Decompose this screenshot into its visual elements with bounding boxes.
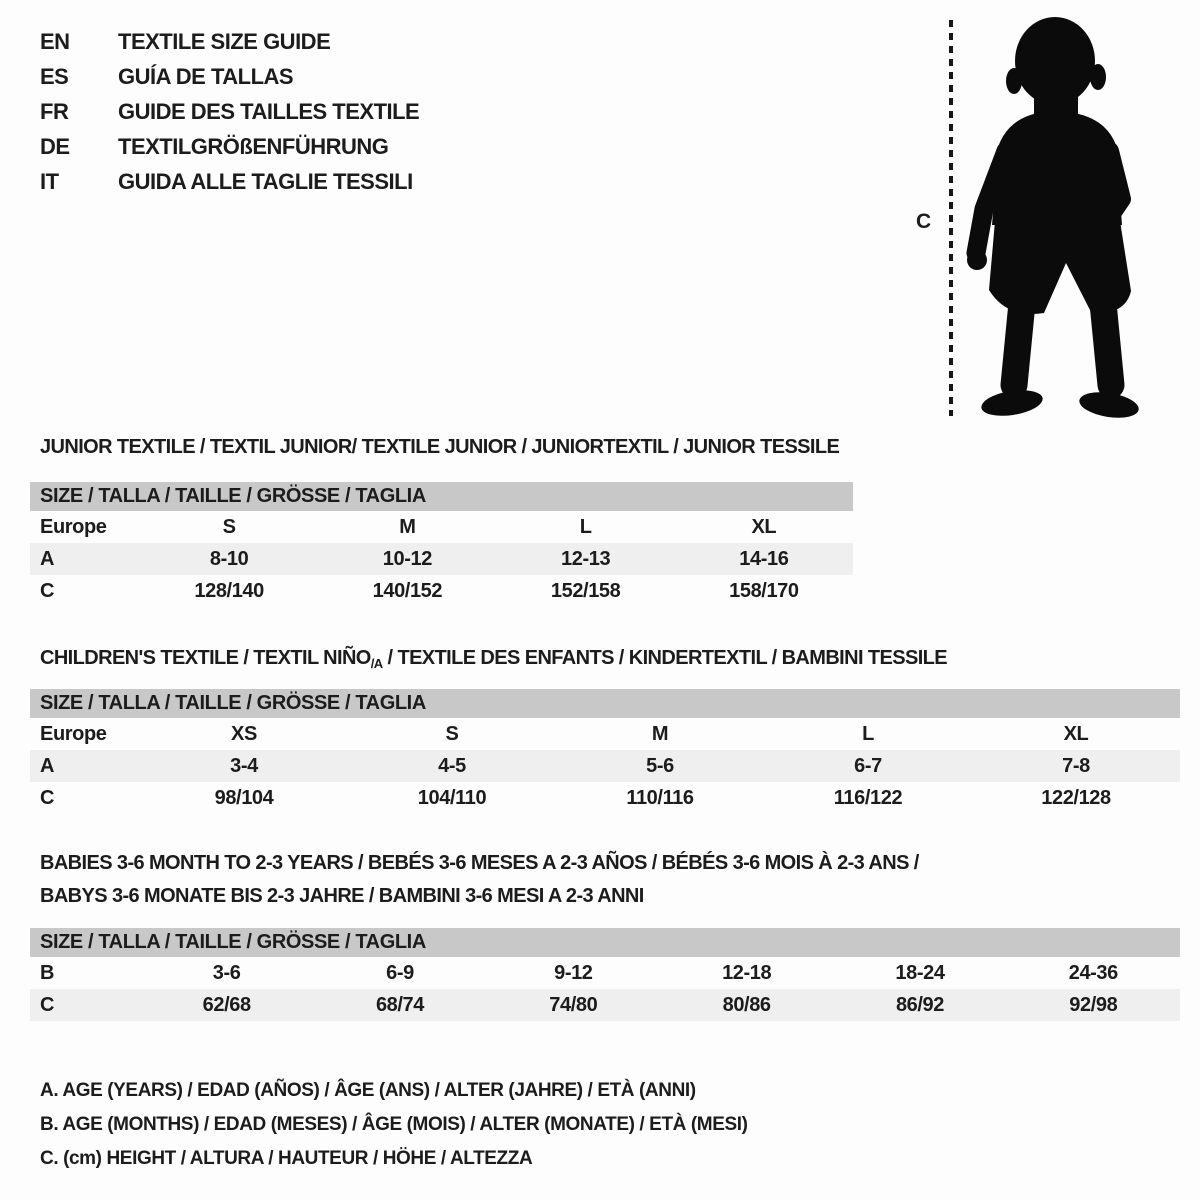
size-header-label: SIZE / TALLA / TAILLE / GRÖSSE / TAGLIA [40, 485, 426, 507]
measurement-legend [40, 1074, 748, 1176]
table-cell: M [651, 722, 669, 745]
size-header-row [30, 689, 1180, 718]
guide-title-fr: GUIDE DES TAILLES TEXTILE [118, 98, 420, 124]
lang-row-en [40, 24, 419, 59]
table-row-height-cm [30, 575, 853, 607]
junior-size-table [30, 482, 853, 607]
table-row-europe [30, 718, 1180, 750]
table-cell: 3-6 [212, 961, 241, 984]
table-cell: 158/170 [729, 579, 799, 602]
children-title-part1: CHILDREN'S TEXTILE / TEXTIL NIÑO [40, 647, 371, 669]
row-label: A [40, 547, 55, 570]
size-header-label: SIZE / TALLA / TAILLE / GRÖSSE / TAGLIA [40, 692, 426, 714]
table-cell: 62/68 [202, 993, 251, 1016]
lang-code: IT [40, 168, 59, 194]
table-cell: S [445, 722, 459, 745]
legend-line-b: B. AGE (MONTHS) / EDAD (MESES) / ÂGE (MOIS) / ALTER (MONATE) / ETÀ (MESI) [40, 1114, 748, 1135]
table-cell: 7-8 [1062, 754, 1090, 777]
children-section-title [40, 647, 947, 671]
table-cell: 140/152 [372, 579, 443, 602]
lang-row-it [40, 164, 419, 199]
table-cell: XL [1063, 722, 1089, 745]
legend-line-a: A. AGE (YEARS) / EDAD (AÑOS) / ÂGE (ANS) / ALTER (JAHRE) / ETÀ (ANNI) [40, 1080, 696, 1101]
legend-line-c: C. (cm) HEIGHT / ALTURA / HAUTEUR / HÖHE / ALTEZZA [40, 1148, 533, 1169]
row-label: Europe [40, 722, 107, 745]
lang-code: EN [40, 28, 70, 54]
junior-section-title: JUNIOR TEXTILE / TEXTIL JUNIOR/ TEXTILE JUNIOR / JUNIORTEXTIL / JUNIOR TESSILE [40, 436, 840, 458]
table-cell: 12-13 [561, 547, 611, 570]
row-label: A [40, 754, 55, 777]
table-cell: 68/74 [375, 993, 425, 1016]
lang-row-fr [40, 94, 419, 129]
lang-row-es [40, 59, 419, 94]
height-measure-label: C [916, 210, 931, 233]
table-row-height-cm [30, 782, 1180, 814]
table-cell: 12-18 [722, 961, 772, 984]
babies-section-title-line2: BABYS 3-6 MONATE BIS 2-3 JAHRE / BAMBINI 3-6 MESI A 2-3 ANNI [40, 885, 644, 907]
table-cell: S [222, 515, 236, 538]
table-cell: 5-6 [646, 754, 674, 777]
table-cell: 104/110 [417, 786, 487, 809]
lang-row-de [40, 129, 419, 164]
lang-code: DE [40, 133, 70, 159]
row-label: C [40, 579, 55, 602]
children-title-subscript: /A [370, 656, 383, 671]
row-label: C [40, 786, 55, 809]
table-cell: 14-16 [739, 547, 789, 570]
table-cell: 4-5 [438, 754, 466, 777]
table-cell: 86/92 [895, 993, 944, 1016]
table-cell: 3-4 [230, 754, 258, 777]
children-size-table [30, 689, 1180, 814]
table-cell: 92/98 [1069, 993, 1118, 1016]
guide-title-it: GUIDA ALLE TAGLIE TESSILI [118, 168, 413, 194]
table-row-age-months [30, 957, 1180, 989]
table-cell: 8-10 [209, 547, 249, 570]
table-cell: 9-12 [554, 961, 593, 984]
table-row-europe [30, 511, 853, 543]
table-row-age-years [30, 543, 853, 575]
table-cell: M [399, 515, 416, 538]
table-cell: 18-24 [895, 961, 945, 984]
table-cell: L [862, 722, 874, 745]
table-cell: L [579, 515, 592, 538]
language-title-list [40, 24, 419, 199]
children-title-part2: / TEXTILE DES ENFANTS / KINDERTEXTIL / BAMBINI TESSILE [382, 647, 948, 669]
table-cell: 80/86 [722, 993, 771, 1016]
table-cell: XL [751, 515, 777, 538]
lang-code: ES [40, 63, 69, 89]
table-cell: 152/158 [550, 579, 621, 602]
table-cell: 10-12 [382, 547, 432, 570]
table-cell: 122/128 [1041, 786, 1111, 809]
table-row-height-cm [30, 989, 1180, 1021]
height-measure-dashed-line [949, 20, 953, 416]
table-cell: XS [231, 722, 257, 745]
table-cell: 98/104 [214, 786, 274, 809]
table-cell: 128/140 [194, 579, 264, 602]
babies-section-title-line1: BABIES 3-6 MONTH TO 2-3 YEARS / BEBÉS 3-6 MESES A 2-3 AÑOS / BÉBÉS 3-6 MOIS À 2-3 ANS / [40, 852, 919, 874]
table-row-age-years [30, 750, 1180, 782]
table-cell: 110/116 [626, 786, 694, 809]
table-cell: 6-9 [386, 961, 414, 984]
guide-title-es: GUÍA DE TALLAS [118, 63, 294, 89]
guide-title-en: TEXTILE SIZE GUIDE [118, 28, 331, 54]
row-label: B [40, 961, 55, 984]
size-header-label: SIZE / TALLA / TAILLE / GRÖSSE / TAGLIA [40, 931, 426, 953]
size-header-row [30, 482, 853, 511]
size-header-row [30, 928, 1180, 957]
table-cell: 116/122 [833, 786, 903, 809]
baby-silhouette [962, 13, 1140, 419]
babies-size-table [30, 928, 1180, 1021]
lang-code: FR [40, 98, 69, 124]
table-cell: 24-36 [1068, 961, 1118, 984]
table-cell: 74/80 [549, 993, 598, 1016]
table-cell: 6-7 [854, 754, 882, 777]
row-label: Europe [40, 515, 107, 538]
row-label: C [40, 993, 55, 1016]
guide-title-de: TEXTILGRÖßENFÜHRUNG [118, 133, 389, 159]
